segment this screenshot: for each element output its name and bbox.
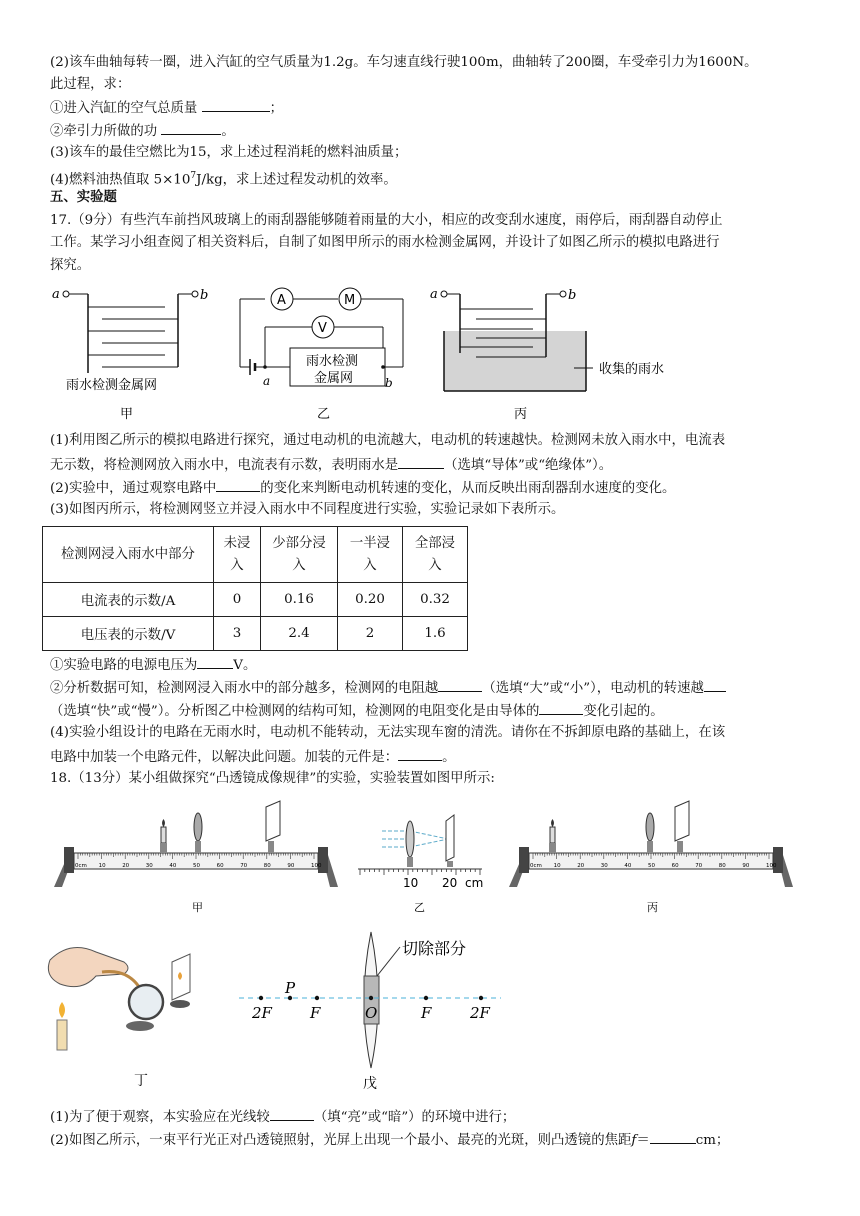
ruler-tick-label: 0cm [530, 863, 542, 869]
svg-text:b: b [200, 288, 209, 303]
table-cell: 0.20 [338, 583, 403, 617]
q16-sub2: ②牵引力所做的功 。 [50, 120, 235, 142]
answer-blank[interactable] [161, 120, 221, 135]
table-row [43, 583, 468, 617]
table-header-cell: 一半浸入 [338, 527, 403, 583]
ruler-tick-label: 50 [193, 863, 200, 869]
figure-wu-lens-diagram [235, 930, 510, 1100]
table-cell: 电流表的示数/A [43, 583, 214, 617]
svg-text:甲: 甲 [192, 901, 203, 914]
svg-text:金属网: 金属网 [314, 371, 354, 386]
figure-yi-circuit [235, 285, 410, 425]
table-cell: 2.4 [261, 617, 338, 651]
section-title: 五、实验题 [50, 190, 117, 205]
ruler-tick-label: 60 [216, 863, 224, 869]
svg-text:cm: cm [465, 876, 484, 890]
q17-intro-line1: 17.（9分）有些汽车前挡风玻璃上的雨刮器能够随着雨量的大小，相应的改变刮水速度，雨停后，雨刮器自动停止 [50, 213, 723, 228]
svg-text:b: b [568, 288, 577, 303]
ruler-tick-label: 20 [122, 863, 130, 869]
table-cell: 0.16 [261, 583, 338, 617]
answer-blank[interactable] [539, 700, 583, 715]
answer-blank[interactable] [270, 1106, 314, 1121]
svg-text:切除部分: 切除部分 [402, 939, 467, 958]
ruler-tick-label: 40 [624, 863, 632, 869]
ruler-tick-label: 90 [742, 863, 750, 869]
q16-part4: (4)燃料油热值取 $5\times 10^7J/kg$，求上述过程发动机的效率。 [50, 171, 397, 188]
table-cell: 0.32 [403, 583, 468, 617]
lens-icon [194, 813, 202, 853]
figure-bing-water [428, 285, 688, 425]
screen-icon [675, 801, 689, 853]
q18-part2: (2)如图乙所示，一束平行光正对凸透镜照射，光屏上出现一个最小、最亮的光斑，则凸透镜的焦距f＝ cm； [50, 1129, 729, 1151]
svg-text:雨水检测金属网: 雨水检测金属网 [66, 378, 158, 393]
svg-text:甲: 甲 [120, 407, 134, 422]
figure-yi-focus [352, 795, 502, 920]
q17-part4-line2: 电路中加装一个电路元件，以解决此问题。加装的元件是： 。 [50, 746, 456, 768]
svg-text:P: P [285, 979, 296, 997]
answer-blank[interactable] [650, 1129, 696, 1144]
q17-part2: (2)实验中，通过观察电路中 的变化来判断电动机转速的变化，从而反映出雨刮器刮水速度的变化。 [50, 477, 675, 499]
svg-text:2F: 2F [252, 1004, 272, 1022]
figure-jia-bench [50, 795, 350, 920]
svg-text:A: A [277, 293, 286, 308]
table-cell: 2 [338, 617, 403, 651]
q18-part1: (1)为了便于观察，本实验应在光线较 （填“亮”或“暗”）的环境中进行； [50, 1106, 515, 1128]
lens-icon [406, 821, 414, 857]
ruler-tick-label: 0cm [75, 863, 87, 869]
ruler-tick-label: 70 [695, 863, 703, 869]
candle-icon [160, 819, 167, 853]
candle-icon [57, 1002, 67, 1050]
figure-ding-magnifier [42, 930, 212, 1100]
ruler-tick-label: 30 [145, 863, 153, 869]
q17-intro-line3: 探究。 [50, 258, 91, 273]
table-header-row [43, 527, 468, 583]
table-row [43, 617, 468, 651]
table-header-cell: 未浸入 [214, 527, 261, 583]
svg-text:V: V [318, 321, 327, 336]
ruler-tick-label: 70 [240, 863, 248, 869]
table-cell: 0 [214, 583, 261, 617]
ruler-tick-label: 60 [671, 863, 679, 869]
ruler-tick-label: 100 [766, 863, 777, 869]
ruler-tick-label: 40 [169, 863, 177, 869]
q16-part3: (3)该车的最佳空燃比为15，求上述过程消耗的燃料油质量； [50, 145, 408, 160]
data-table [42, 526, 468, 651]
q17-part4-line1: (4)实验小组设计的电路在无雨水时，电动机不能转动，无法实现车窗的清洗。请你在不拆卸原电路的基础上，在该 [50, 725, 726, 740]
answer-blank[interactable] [197, 654, 233, 669]
svg-text:20: 20 [442, 876, 458, 890]
ruler-tick-label: 100 [311, 863, 322, 869]
q17-sub1: ①实验电路的电源电压为 V。 [50, 654, 256, 676]
screen-icon [446, 815, 454, 861]
answer-blank[interactable] [438, 677, 482, 692]
svg-text:F: F [310, 1004, 321, 1022]
q16-part2-line1: (2)该车曲轴每转一圈，进入汽缸的空气质量为1.2g。车匀速直线行驶100m，曲轴转了200圈，车受牵引力为1600N。 [50, 55, 758, 70]
svg-text:收集的雨水: 收集的雨水 [599, 362, 665, 377]
q16-sub1: ①进入汽缸的空气总质量 ； [50, 97, 283, 119]
figure-bing-bench [505, 795, 805, 920]
q17-intro-line2: 工作。某学习小组查阅了相关资料后，自制了如图甲所示的雨水检测金属网，并设计了如图乙所示的模拟电路进行 [50, 235, 720, 250]
svg-text:戊: 戊 [363, 1076, 377, 1092]
table-cell: 电压表的示数/V [43, 617, 214, 651]
answer-blank[interactable] [398, 746, 442, 761]
candle-icon [549, 819, 556, 853]
q17-part3: (3)如图丙所示，将检测网竖立并浸入雨水中不同程度进行实验，实验记录如下表所示。 [50, 502, 565, 517]
screen-icon [266, 801, 280, 853]
q18-intro: 18.（13分）某小组做探究“凸透镜成像规律”的实验，实验装置如图甲所示: [50, 771, 495, 786]
ruler-tick-label: 50 [648, 863, 655, 869]
ruler-tick-label: 80 [263, 863, 271, 869]
svg-text:丁: 丁 [134, 1073, 148, 1089]
q17-part1-line1: (1)利用图乙所示的模拟电路进行探究，通过电动机的电流越大，电动机的转速越快。检测网未放入雨水中，电流表 [50, 433, 726, 448]
table-header-cell: 全部浸入 [403, 527, 468, 583]
ruler-tick-label: 90 [287, 863, 295, 869]
svg-text:F: F [421, 1004, 432, 1022]
svg-text:a: a [52, 287, 60, 302]
ruler-tick-label: 20 [577, 863, 585, 869]
lens-icon [646, 813, 654, 853]
svg-text:丙: 丙 [647, 901, 658, 914]
q17-sub2-line2: （选填“快”或“慢”）。分析图乙中检测网的结构可知，检测网的电阻变化是由导体的 变化引起的。 [50, 700, 664, 722]
svg-text:M: M [344, 293, 356, 308]
table-cell: 3 [214, 617, 261, 651]
magnifier-icon [129, 985, 163, 1019]
ruler-tick-label: 30 [600, 863, 608, 869]
q17-sub2-line1: ②分析数据可知，检测网浸入雨水中的部分越多，检测网的电阻越 （选填“大”或“小”），电动机的转速越 [50, 677, 726, 699]
svg-text:乙: 乙 [414, 901, 425, 914]
svg-text:2F: 2F [470, 1004, 490, 1022]
figure-jia-net [50, 285, 220, 425]
ruler-tick-label: 10 [98, 863, 106, 869]
svg-text:O: O [365, 1004, 378, 1022]
svg-text:a: a [430, 287, 438, 302]
table-cell: 1.6 [403, 617, 468, 651]
table-header-cell: 少部分浸入 [261, 527, 338, 583]
answer-blank[interactable] [216, 477, 260, 492]
q17-part1-line2: 无示数，将检测网放入雨水中，电流表有示数，表明雨水是 （选填“导体”或“绝缘体”）。 [50, 454, 612, 476]
answer-blank[interactable] [202, 97, 270, 112]
svg-text:a: a [263, 374, 271, 388]
svg-text:雨水检测: 雨水检测 [306, 354, 359, 369]
svg-text:丙: 丙 [514, 407, 528, 422]
table-header-cell: 检测网浸入雨水中部分 [43, 527, 214, 583]
ruler-tick-label: 80 [718, 863, 726, 869]
hand-icon [48, 948, 128, 987]
answer-blank[interactable] [398, 454, 444, 469]
answer-blank[interactable] [704, 677, 726, 692]
svg-text:乙: 乙 [317, 407, 331, 422]
q16-part2-line2: 此过程，求： [50, 77, 131, 92]
svg-text:b: b [385, 376, 393, 390]
ruler-tick-label: 10 [553, 863, 561, 869]
svg-text:10: 10 [403, 876, 419, 890]
